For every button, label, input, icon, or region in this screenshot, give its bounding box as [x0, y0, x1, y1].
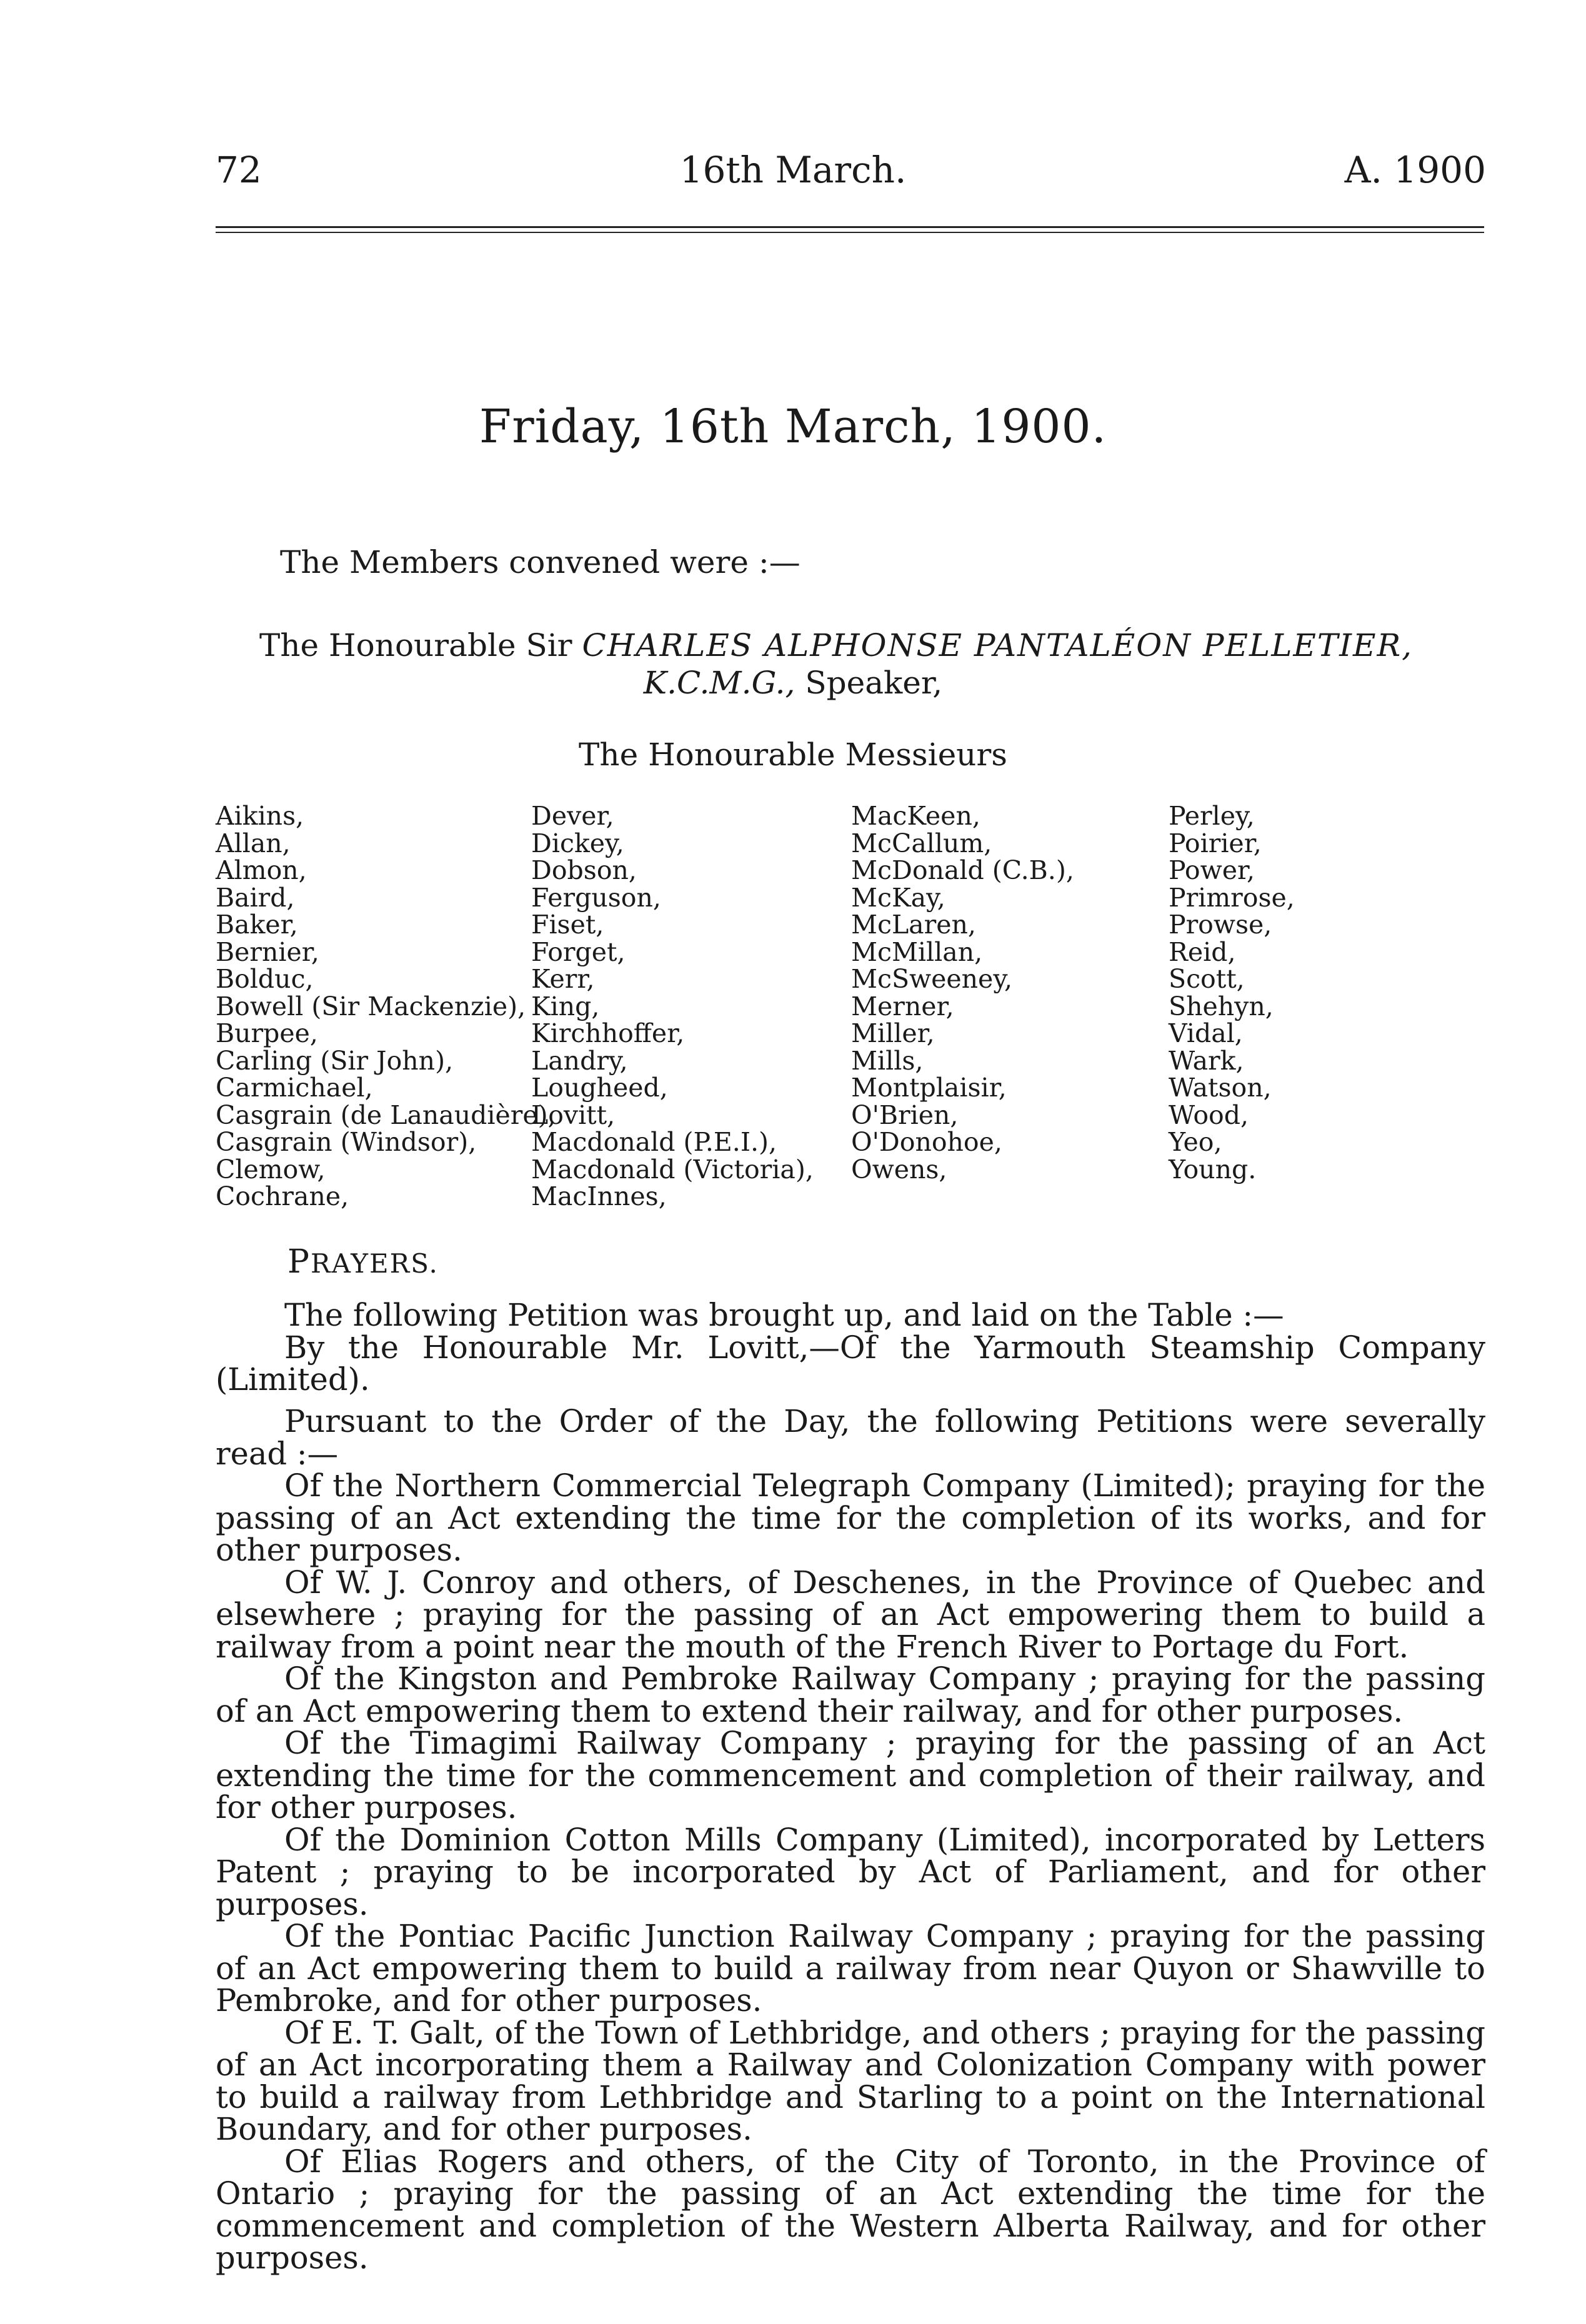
speaker-honours: K.C.M.G., [643, 665, 795, 701]
member-name: Dickey, [531, 828, 624, 858]
member-name: Vidal, [1169, 1018, 1243, 1048]
member-name: McMillan, [851, 936, 983, 967]
member-name: Fiset, [531, 910, 604, 940]
petitions-read-list [216, 1467, 1485, 2276]
member-name: Forget, [531, 936, 626, 967]
members-column-4 [1169, 803, 1295, 1183]
member-name: Baker, [216, 910, 298, 940]
member-name: Dobson, [531, 855, 637, 885]
speaker-line [259, 625, 1484, 667]
member-name: Macdonald (P.E.I.), [531, 1127, 777, 1157]
member-name: Reid, [1169, 936, 1236, 967]
member-name: Baird, [216, 882, 295, 913]
member-name: O'Brien, [851, 1100, 959, 1130]
header-date: 16th March. [679, 149, 907, 191]
member-name: Bolduc, [216, 964, 314, 994]
speaker-role: Speaker, [795, 665, 943, 701]
speaker-name: CHARLES ALPHONSE PANTALÉON PELLETIER, [582, 627, 1414, 663]
petition-item: Of W. J. Conroy and others, of Deschenes, in the Province of Quebec and elsewhere ; praying for the passing of an Act empowering them to build a railway from a point near the mouth of the French River to Portage du Fort. [216, 1564, 1485, 1665]
member-name: Dever, [531, 801, 614, 831]
member-name: Wark, [1169, 1045, 1244, 1076]
member-name: Scott, [1169, 964, 1245, 994]
petition-laid-item: By the Honourable Mr. Lovitt,—Of the Yarmouth Steamship Company (Limited). [216, 1329, 1485, 1398]
member-name: Primrose, [1169, 882, 1295, 913]
petition-laid-section [216, 1299, 1485, 1396]
members-column-1 [216, 803, 556, 1211]
petition-item: Of the Northern Commercial Telegraph Company (Limited); praying for the passing of an Act extending the time for the completion of its works, and for other purposes. [216, 1467, 1485, 1568]
petitions-read-intro: Pursuant to the Order of the Day, the following Petitions were severally read :— [216, 1403, 1485, 1472]
member-name: Power, [1169, 855, 1255, 885]
member-name: Bowell (Sir Mackenzie), [216, 991, 526, 1021]
page-number: 72 [216, 149, 262, 191]
member-name: Wood, [1169, 1100, 1249, 1130]
member-name: Aikins, [216, 801, 304, 831]
member-name: Watson, [1169, 1073, 1272, 1103]
members-intro: The Members convened were :— [280, 544, 800, 580]
member-name: King, [531, 991, 600, 1021]
member-name: Owens, [851, 1154, 947, 1184]
member-name: McKay, [851, 882, 945, 913]
messieurs-heading: The Honourable Messieurs [579, 737, 1007, 773]
member-name: Burpee, [216, 1018, 318, 1048]
member-name: Clemow, [216, 1154, 326, 1184]
member-name: Montplaisir, [851, 1073, 1007, 1103]
petition-item: Of the Kingston and Pembroke Railway Company ; praying for the passing of an Act empowering them to extend their railway, and for other purposes. [216, 1661, 1485, 1729]
member-name: Ferguson, [531, 882, 661, 913]
header-year: A. 1900 [1344, 149, 1486, 191]
petition-item: Of E. T. Galt, of the Town of Lethbridge, and others ; praying for the passing of an Act incorporating them a Railway and Colonization Company with power to build a railway from Lethbridge and Starling to a point on the International Boundary, and for other purposes. [216, 2014, 1485, 2147]
member-name: Miller, [851, 1018, 935, 1048]
member-name: MacInnes, [531, 1181, 667, 1211]
member-name: Lovitt, [531, 1100, 616, 1130]
header-rule-bottom [216, 232, 1484, 233]
header-rule-top [216, 226, 1484, 228]
petitions-read-section [216, 1403, 1485, 2276]
member-name: Yeo, [1169, 1127, 1222, 1157]
speaker-title-line [0, 662, 1586, 704]
member-name: McCallum, [851, 828, 992, 858]
member-name: Merner, [851, 991, 954, 1021]
member-name: Allan, [216, 828, 291, 858]
member-name: Poirier, [1169, 828, 1262, 858]
member-name: Shehyn, [1169, 991, 1274, 1021]
member-name: Bernier, [216, 936, 319, 967]
members-column-3 [851, 803, 1074, 1183]
petition-item: Of the Dominion Cotton Mills Company (Limited), incorporated by Letters Patent ; praying to be incorporated by Act of Parliament, and for other purposes. [216, 1821, 1485, 1922]
member-name: MacKeen, [851, 801, 980, 831]
member-name: Mills, [851, 1045, 924, 1076]
petition-item: Of the Timagimi Railway Company ; praying for the passing of an Act extending the time for the commencement and completion of their railway, and for other purposes. [216, 1725, 1485, 1825]
member-name: Casgrain (Windsor), [216, 1127, 477, 1157]
petition-item: Of Elias Rogers and others, of the City of Toronto, in the Province of Ontario ; praying for the passing of an Act extending the time for the commencement and completion of the Western Alberta Railway, and for other purposes. [216, 2143, 1485, 2276]
prayers-heading: PRAYERS. [287, 1243, 439, 1281]
member-name: Young. [1169, 1154, 1257, 1184]
members-column-2 [531, 803, 814, 1211]
member-name: Landry, [531, 1045, 628, 1076]
speaker-prefix: The Honourable Sir [259, 627, 572, 663]
member-name: Prowse, [1169, 910, 1272, 940]
member-name: Macdonald (Victoria), [531, 1154, 814, 1184]
member-name: Carling (Sir John), [216, 1045, 454, 1076]
member-name: O'Donohoe, [851, 1127, 1002, 1157]
member-name: Kerr, [531, 964, 595, 994]
member-name: Kirchhoffer, [531, 1018, 685, 1048]
member-name: McLaren, [851, 910, 976, 940]
member-name: Perley, [1169, 801, 1255, 831]
member-name: Almon, [216, 855, 307, 885]
petition-item: Of the Pontiac Pacific Junction Railway Company ; praying for the passing of an Act empowering them to build a railway from near Quyon or Shawville to Pembroke, and for other purposes. [216, 1918, 1485, 2019]
member-name: Carmichael, [216, 1073, 373, 1103]
member-name: McDonald (C.B.), [851, 855, 1074, 885]
member-name: Lougheed, [531, 1073, 668, 1103]
petition-laid-intro: The following Petition was brought up, and laid on the Table :— [284, 1297, 1284, 1333]
sitting-title: Friday, 16th March, 1900. [479, 400, 1107, 454]
member-name: McSweeney, [851, 964, 1013, 994]
member-name: Casgrain (de Lanaudière), [216, 1100, 556, 1130]
member-name: Cochrane, [216, 1181, 349, 1211]
